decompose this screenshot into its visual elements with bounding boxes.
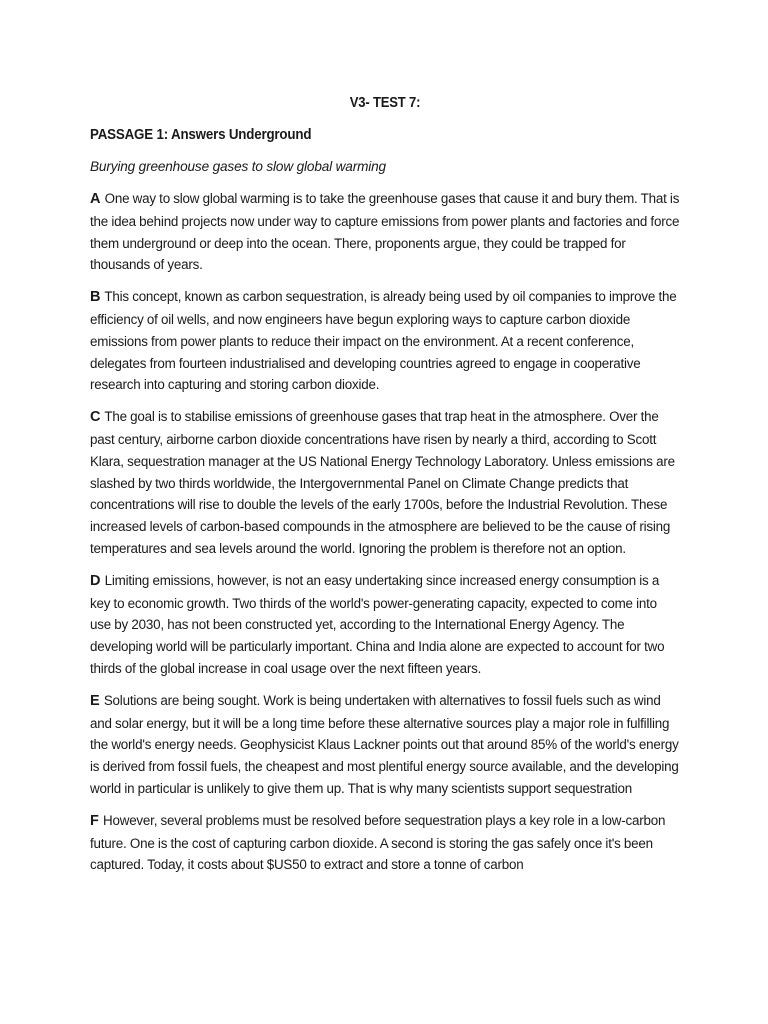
paragraph-text: One way to slow global warming is to take the greenhouse gases that cause it and bury them. That is the idea behind projects now under way to capture emissions from power plants and factories and force them underground or deep into the ocean. There, proponents argue, they could be trapped for thousands of years. [90, 191, 680, 273]
document-page [90, 93, 680, 886]
paragraph-letter: C [90, 409, 101, 426]
paragraph-text: The goal is to stabilise emissions of greenhouse gases that trap heat in the atmosphere. Over the past century, airborne carbon dioxide concentrations have risen by nearly a third, according to Scott Klara, sequestration manager at the US National Energy Technology Laboratory. Unless emissions are slashed by two thirds worldwide, the Intergovernmental Panel on Climate Change predicts that concentrations will rise to double the levels of the early 1700s, before the Industrial Revolution. These increased levels of carbon-based compounds in the atmosphere are believed to be the cause of rising temperatures and sea levels around the world. Ignoring the problem is therefore not an option. [90, 409, 675, 556]
paragraph-f [90, 810, 680, 876]
paragraph-d [90, 570, 680, 680]
passage-title: PASSAGE 1: Answers Underground [90, 127, 312, 143]
paragraph-e [90, 690, 680, 800]
test-title: V3- TEST 7: [349, 95, 421, 111]
paragraph-b [90, 286, 680, 396]
paragraph-letter: D [90, 572, 101, 589]
paragraph-text: Solutions are being sought. Work is being undertaken with alternatives to fossil fuels such as wind and solar energy, but it will be a long time before these alternative sources play a major role in fulfilling the world's energy needs. Geophysicist Klaus Lackner points out that around 85% of the world's energy is derived from fossil fuels, the cheapest and most plentiful energy source available, and the developing world in particular is unlikely to give them up. That is why many scientists support sequestration [90, 692, 679, 796]
paragraph-c [90, 406, 680, 560]
paragraph-letter: A [90, 191, 101, 207]
paragraph-text: Limiting emissions, however, is not an easy undertaking since increased energy consumption is a key to economic growth. Two thirds of the world's power-generating capacity, expected to come into use by 2030, has not been constructed yet, according to the International Energy Agency. The developing world will be particularly important. China and India alone are expected to account for two thirds of the global increase in coal usage over the next fifteen years. [90, 572, 665, 676]
paragraph-a [90, 188, 680, 276]
passage-subtitle: Burying greenhouse gases to slow global warming [90, 159, 386, 174]
paragraph-text: However, several problems must be resolved before sequestration plays a key role in a low-carbon future. One is the cost of capturing carbon dioxide. A second is storing the gas safely once it's been captured. Today, it costs about $US50 to extract and store a tonne of carbon [90, 812, 666, 873]
paragraph-letter: E [90, 692, 100, 709]
paragraph-letter: F [90, 812, 99, 829]
paragraph-text: This concept, known as carbon sequestration, is already being used by oil companies to improve the efficiency of oil wells, and now engineers have begun exploring ways to capture carbon dioxide emissions from power plants to reduce their impact on the environment. At a recent conference, delegates from fourteen industrialised and developing countries agreed to engage in cooperative research into capturing and storing carbon dioxide. [90, 289, 677, 393]
paragraph-letter: B [90, 289, 101, 306]
